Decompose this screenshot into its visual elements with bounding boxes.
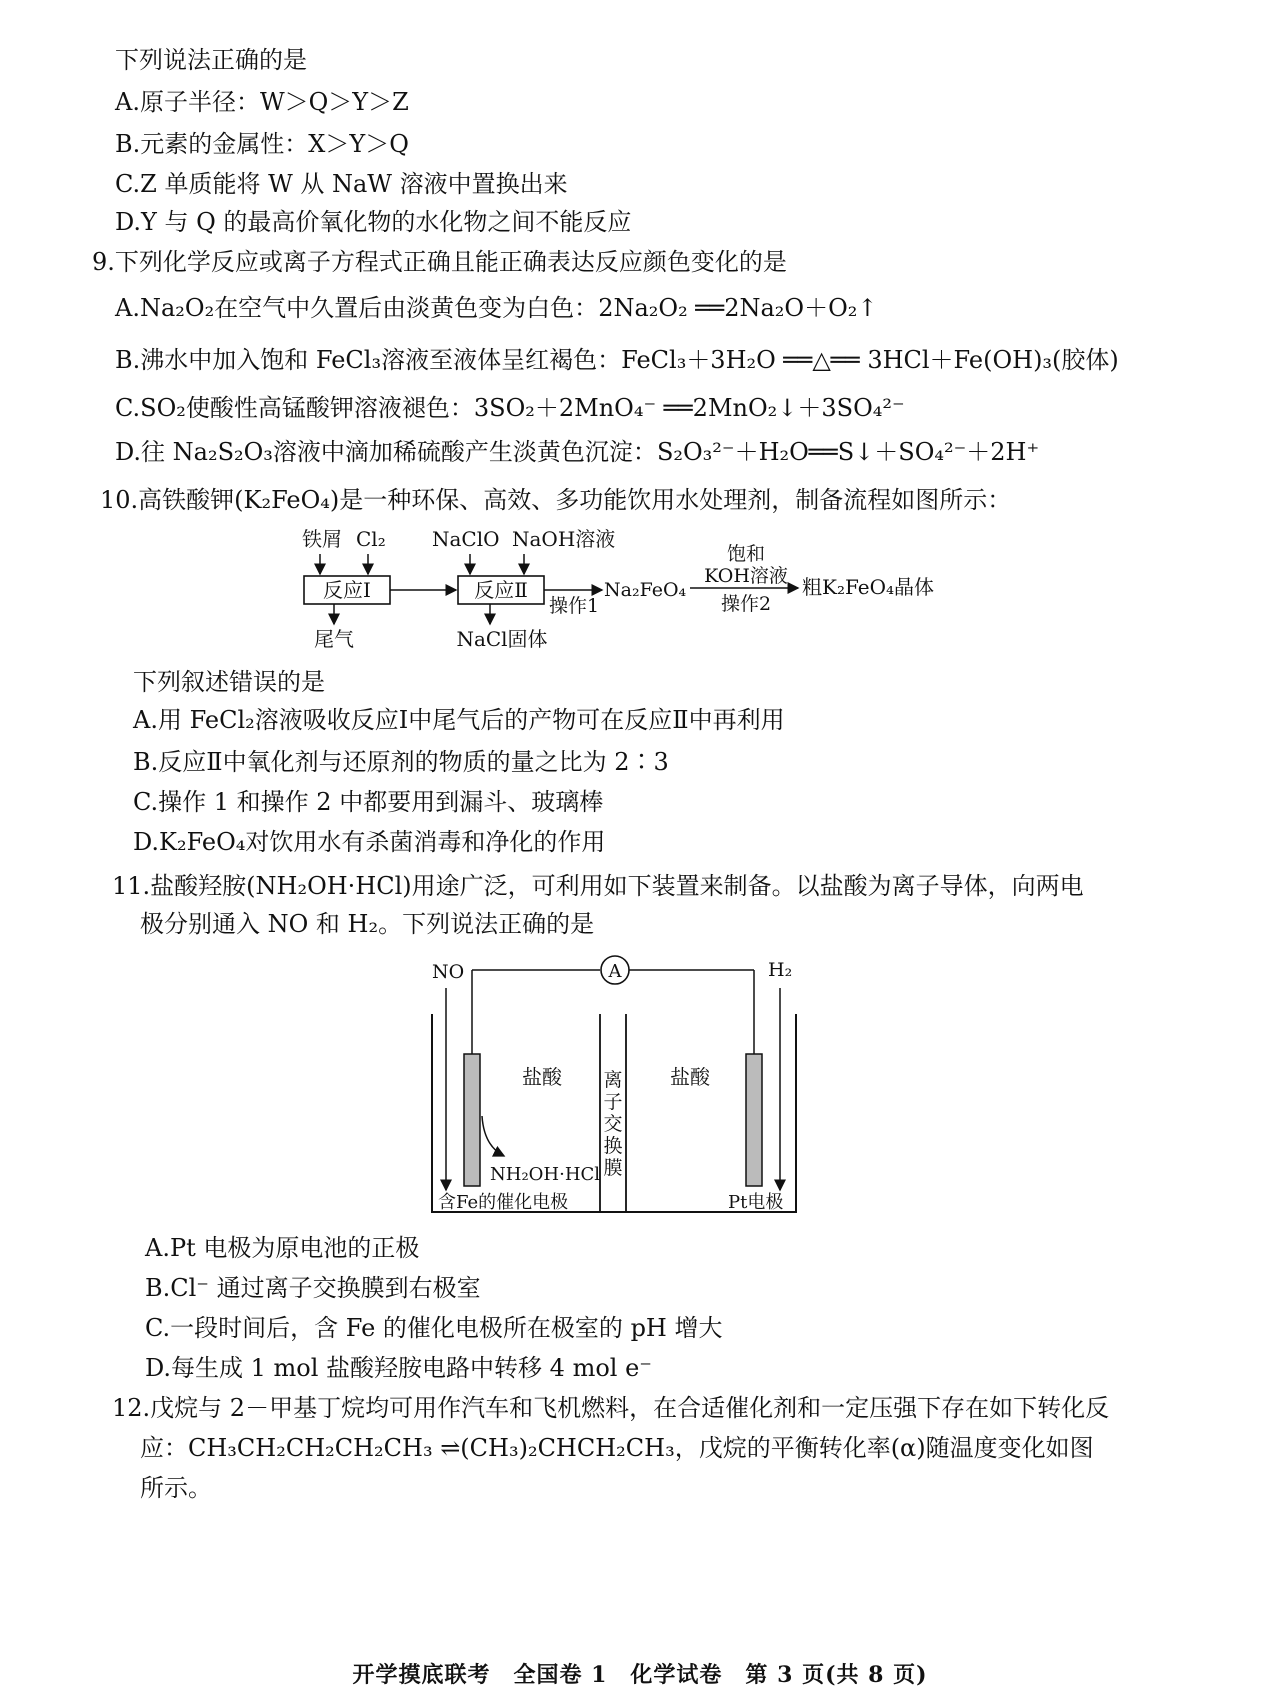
q10-option-d: D.K₂FeO₄对饮用水有杀菌消毒和净化的作用 bbox=[133, 828, 606, 856]
flow-input-cl2: Cl₂ bbox=[356, 527, 386, 551]
q8-stem: 下列说法正确的是 bbox=[115, 46, 307, 74]
q9-d-text: D.往 Na₂S₂O₃溶液中滴加稀硫酸产生淡黄色沉淀： bbox=[115, 438, 657, 466]
q11-option-a: A.Pt 电极为原电池的正极 bbox=[145, 1234, 420, 1262]
flow-input-naoh: NaOH溶液 bbox=[512, 527, 616, 551]
q9-b-text: B.沸水中加入饱和 FeCl₃溶液至液体呈红褐色： bbox=[115, 346, 622, 374]
q10-stem: 10.高铁酸钾(K₂FeO₄)是一种环保、高效、多功能饮用水处理剂，制备流程如图所示： bbox=[100, 486, 1012, 514]
flow-reagent-line1: 饱和 bbox=[726, 543, 766, 565]
q11-stem-line1: 11.盐酸羟胺(NH₂OH·HCl)用途广泛，可利用如下装置来制备。以盐酸为离子导体，向两电 bbox=[112, 872, 1084, 900]
q8-option-a: A.原子半径：W＞Q＞Y＞Z bbox=[115, 88, 409, 116]
q8-option-b: B.元素的金属性：X＞Y＞Q bbox=[115, 130, 409, 158]
q10-option-a: A.用 FeCl₂溶液吸收反应Ⅰ中尾气后的产物可在反应Ⅱ中再利用 bbox=[133, 706, 785, 734]
q12-line3: 所示。 bbox=[140, 1474, 212, 1502]
membrane-char-3: 交 bbox=[603, 1113, 623, 1135]
flow-input-iron: 铁屑 bbox=[302, 527, 342, 551]
flow-input-naclo: NaClO bbox=[432, 527, 500, 551]
q9-c-equation: 3SO₂＋2MnO₄⁻ ══2MnO₂↓＋3SO₄²⁻ bbox=[473, 394, 905, 422]
q11-option-d: D.每生成 1 mol 盐酸羟胺电路中转移 4 mol e⁻ bbox=[145, 1354, 652, 1382]
q9-option-c bbox=[115, 392, 905, 424]
flow-box-2-label: 反应Ⅱ bbox=[474, 578, 528, 602]
flow-intermediate: Na₂FeO₄ bbox=[604, 579, 687, 601]
right-electrode-label: Pt电极 bbox=[728, 1192, 784, 1213]
q9-b-equation: FeCl₃＋3H₂O ══△══ 3HCl＋Fe(OH)₃(胶体) bbox=[621, 346, 1119, 374]
q12-line2: 应：CH₃CH₂CH₂CH₂CH₃ ⇌(CH₃)₂CHCH₂CH₃，戊烷的平衡转化率(α)随温度变化如图 bbox=[140, 1434, 1094, 1462]
q9-c-text: C.SO₂使酸性高锰酸钾溶液褪色： bbox=[115, 394, 474, 422]
flow-reagent-line2: KOH溶液 bbox=[704, 565, 788, 587]
q12-line1: 12.戊烷与 2－甲基丁烷均可用作汽车和飞机燃料，在合适催化剂和一定压强下存在如下转化反 bbox=[112, 1394, 1110, 1422]
q10-option-b: B.反应Ⅱ中氧化剂与还原剂的物质的量之比为 2∶3 bbox=[133, 748, 669, 776]
q10-option-c: C.操作 1 和操作 2 中都要用到漏斗、玻璃棒 bbox=[133, 788, 604, 816]
q9-a-equation: 2Na₂O₂ ══2Na₂O＋O₂↑ bbox=[598, 294, 878, 322]
membrane-char-5: 膜 bbox=[603, 1157, 623, 1179]
flow-output-nacl: NaCl固体 bbox=[456, 627, 548, 651]
q9-stem: 9.下列化学反应或离子方程式正确且能正确表达反应颜色变化的是 bbox=[92, 248, 787, 276]
pt-electrode bbox=[746, 1054, 762, 1186]
no-gas-label: NO bbox=[432, 961, 465, 983]
ammeter-label: A bbox=[608, 961, 622, 982]
q11-option-c: C.一段时间后，含 Fe 的催化电极所在极室的 pH 增大 bbox=[145, 1314, 723, 1342]
q11-option-b: B.Cl⁻ 通过离子交换膜到右极室 bbox=[145, 1274, 481, 1302]
q11-stem-line2: 极分别通入 NO 和 H₂。下列说法正确的是 bbox=[140, 910, 595, 938]
flow-operation-2: 操作2 bbox=[720, 593, 772, 615]
h2-gas-label: H₂ bbox=[768, 959, 793, 981]
membrane-char-1: 离 bbox=[603, 1069, 623, 1091]
q10-flow-diagram bbox=[290, 520, 970, 660]
product-label: NH₂OH·HCl bbox=[490, 1164, 601, 1185]
page-footer: 开学摸底联考 全国卷 1 化学试卷 第 3 页(共 8 页) bbox=[352, 1662, 928, 1688]
right-acid-label: 盐酸 bbox=[670, 1065, 710, 1089]
q9-option-b bbox=[115, 344, 1119, 376]
left-acid-label: 盐酸 bbox=[522, 1065, 562, 1089]
flow-product: 粗K₂FeO₄晶体 bbox=[802, 575, 934, 599]
flow-operation-1: 操作1 bbox=[548, 595, 600, 617]
q10-sub-stem: 下列叙述错误的是 bbox=[133, 668, 325, 696]
flow-output-tail-gas: 尾气 bbox=[314, 627, 354, 651]
flow-box-1-label: 反应Ⅰ bbox=[323, 578, 371, 602]
fe-catalytic-electrode bbox=[464, 1054, 480, 1186]
q9-option-d bbox=[115, 436, 1039, 468]
membrane-char-2: 子 bbox=[603, 1091, 623, 1113]
q9-a-text: A.Na₂O₂在空气中久置后由淡黄色变为白色： bbox=[115, 294, 599, 322]
q8-option-c: C.Z 单质能将 W 从 NaW 溶液中置换出来 bbox=[115, 170, 568, 198]
membrane-char-4: 换 bbox=[603, 1135, 623, 1157]
q9-d-equation: S₂O₃²⁻＋H₂O══S↓＋SO₄²⁻＋2H⁺ bbox=[656, 438, 1040, 466]
q9-option-a bbox=[115, 292, 878, 324]
q8-option-d: D.Y 与 Q 的最高价氧化物的水化物之间不能反应 bbox=[115, 208, 632, 236]
q11-electrolysis-diagram bbox=[420, 950, 820, 1225]
left-electrode-label: 含Fe的催化电极 bbox=[438, 1192, 569, 1213]
